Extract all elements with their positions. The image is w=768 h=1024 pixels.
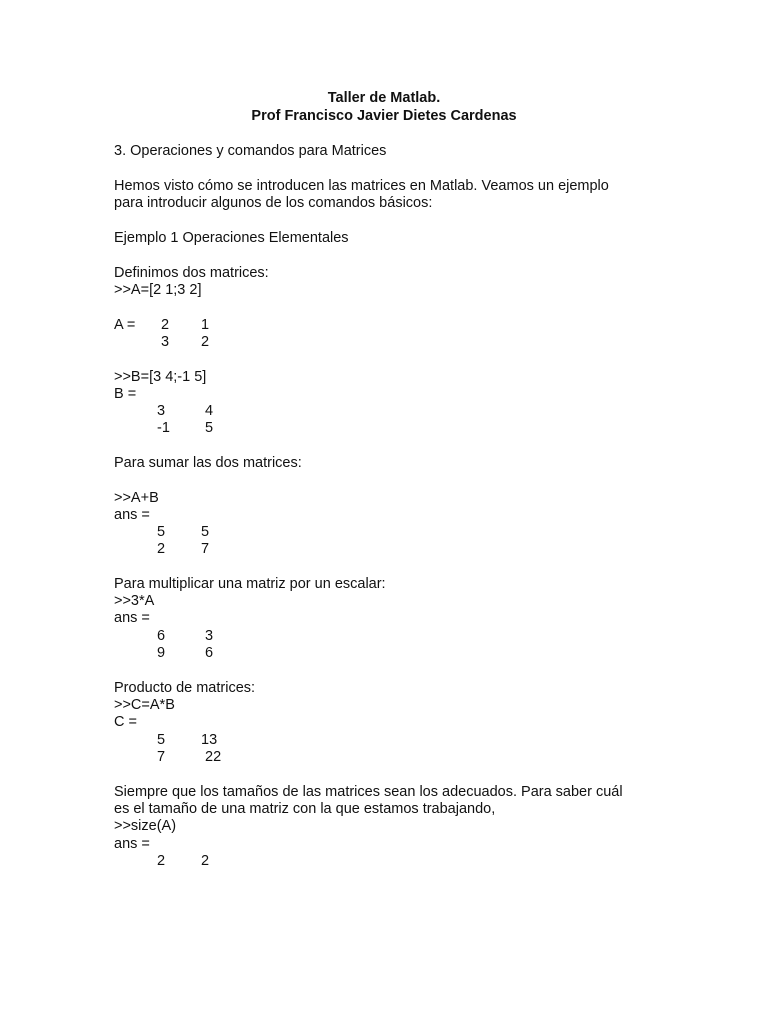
- matrix-b-cell: 3: [157, 403, 166, 419]
- scalar-result-cell: 6: [205, 645, 214, 661]
- command-sum: >>A+B: [114, 490, 159, 506]
- intro-paragraph-line-2: para introducir algunos de los comandos básicos:: [114, 195, 433, 211]
- product-result-label: C =: [114, 714, 137, 730]
- product-text: Producto de matrices:: [114, 680, 256, 696]
- document-author: Prof Francisco Javier Dietes Cardenas: [251, 108, 517, 124]
- scalar-result-cell: 3: [205, 628, 214, 644]
- command-size: >>size(A): [114, 818, 177, 834]
- size-result-label: ans =: [114, 836, 150, 852]
- scalar-result-label: ans =: [114, 610, 150, 626]
- command-scalar: >>3*A: [114, 593, 155, 609]
- sum-text: Para sumar las dos matrices:: [114, 455, 302, 471]
- product-result-cell: 5: [157, 732, 166, 748]
- scalar-result-cell: 9: [157, 645, 166, 661]
- intro-paragraph-line-1: Hemos visto cómo se introducen las matrices en Matlab. Veamos un ejemplo: [114, 178, 609, 194]
- example-heading: Ejemplo 1 Operaciones Elementales: [114, 230, 349, 246]
- scalar-text: Para multiplicar una matriz por un escalar:: [114, 576, 386, 592]
- size-paragraph-line-1: Siempre que los tamaños de las matrices sean los adecuados. Para saber cuál: [114, 784, 623, 800]
- define-text: Definimos dos matrices:: [114, 265, 269, 281]
- matrix-b-cell: -1: [157, 420, 170, 436]
- size-paragraph-line-2: es el tamaño de una matriz con la que estamos trabajando,: [114, 801, 496, 817]
- command-define-b: >>B=[3 4;-1 5]: [114, 369, 207, 385]
- sum-result-cell: 2: [157, 541, 166, 557]
- product-result-cell: 7: [157, 749, 166, 765]
- size-result-cell: 2: [201, 853, 210, 869]
- matrix-b-label: B =: [114, 386, 137, 402]
- scalar-result-cell: 6: [157, 628, 166, 644]
- matrix-b-cell: 4: [205, 403, 214, 419]
- matrix-a-cell: 1: [201, 317, 210, 333]
- sum-result-cell: 7: [201, 541, 210, 557]
- matrix-a-cell: 2: [161, 317, 170, 333]
- product-result-cell: 22: [205, 749, 222, 765]
- matrix-a-cell: 2: [201, 334, 210, 350]
- size-result-cell: 2: [157, 853, 166, 869]
- matrix-a-label: A =: [114, 317, 136, 333]
- command-define-a: >>A=[2 1;3 2]: [114, 282, 202, 298]
- document-title: Taller de Matlab.: [327, 90, 441, 106]
- matrix-b-cell: 5: [205, 420, 214, 436]
- matrix-a-cell: 3: [161, 334, 170, 350]
- sum-result-cell: 5: [157, 524, 166, 540]
- sum-result-label: ans =: [114, 507, 150, 523]
- sum-result-cell: 5: [201, 524, 210, 540]
- product-result-cell: 13: [201, 732, 218, 748]
- command-product: >>C=A*B: [114, 697, 175, 713]
- section-heading: 3. Operaciones y comandos para Matrices: [114, 143, 387, 159]
